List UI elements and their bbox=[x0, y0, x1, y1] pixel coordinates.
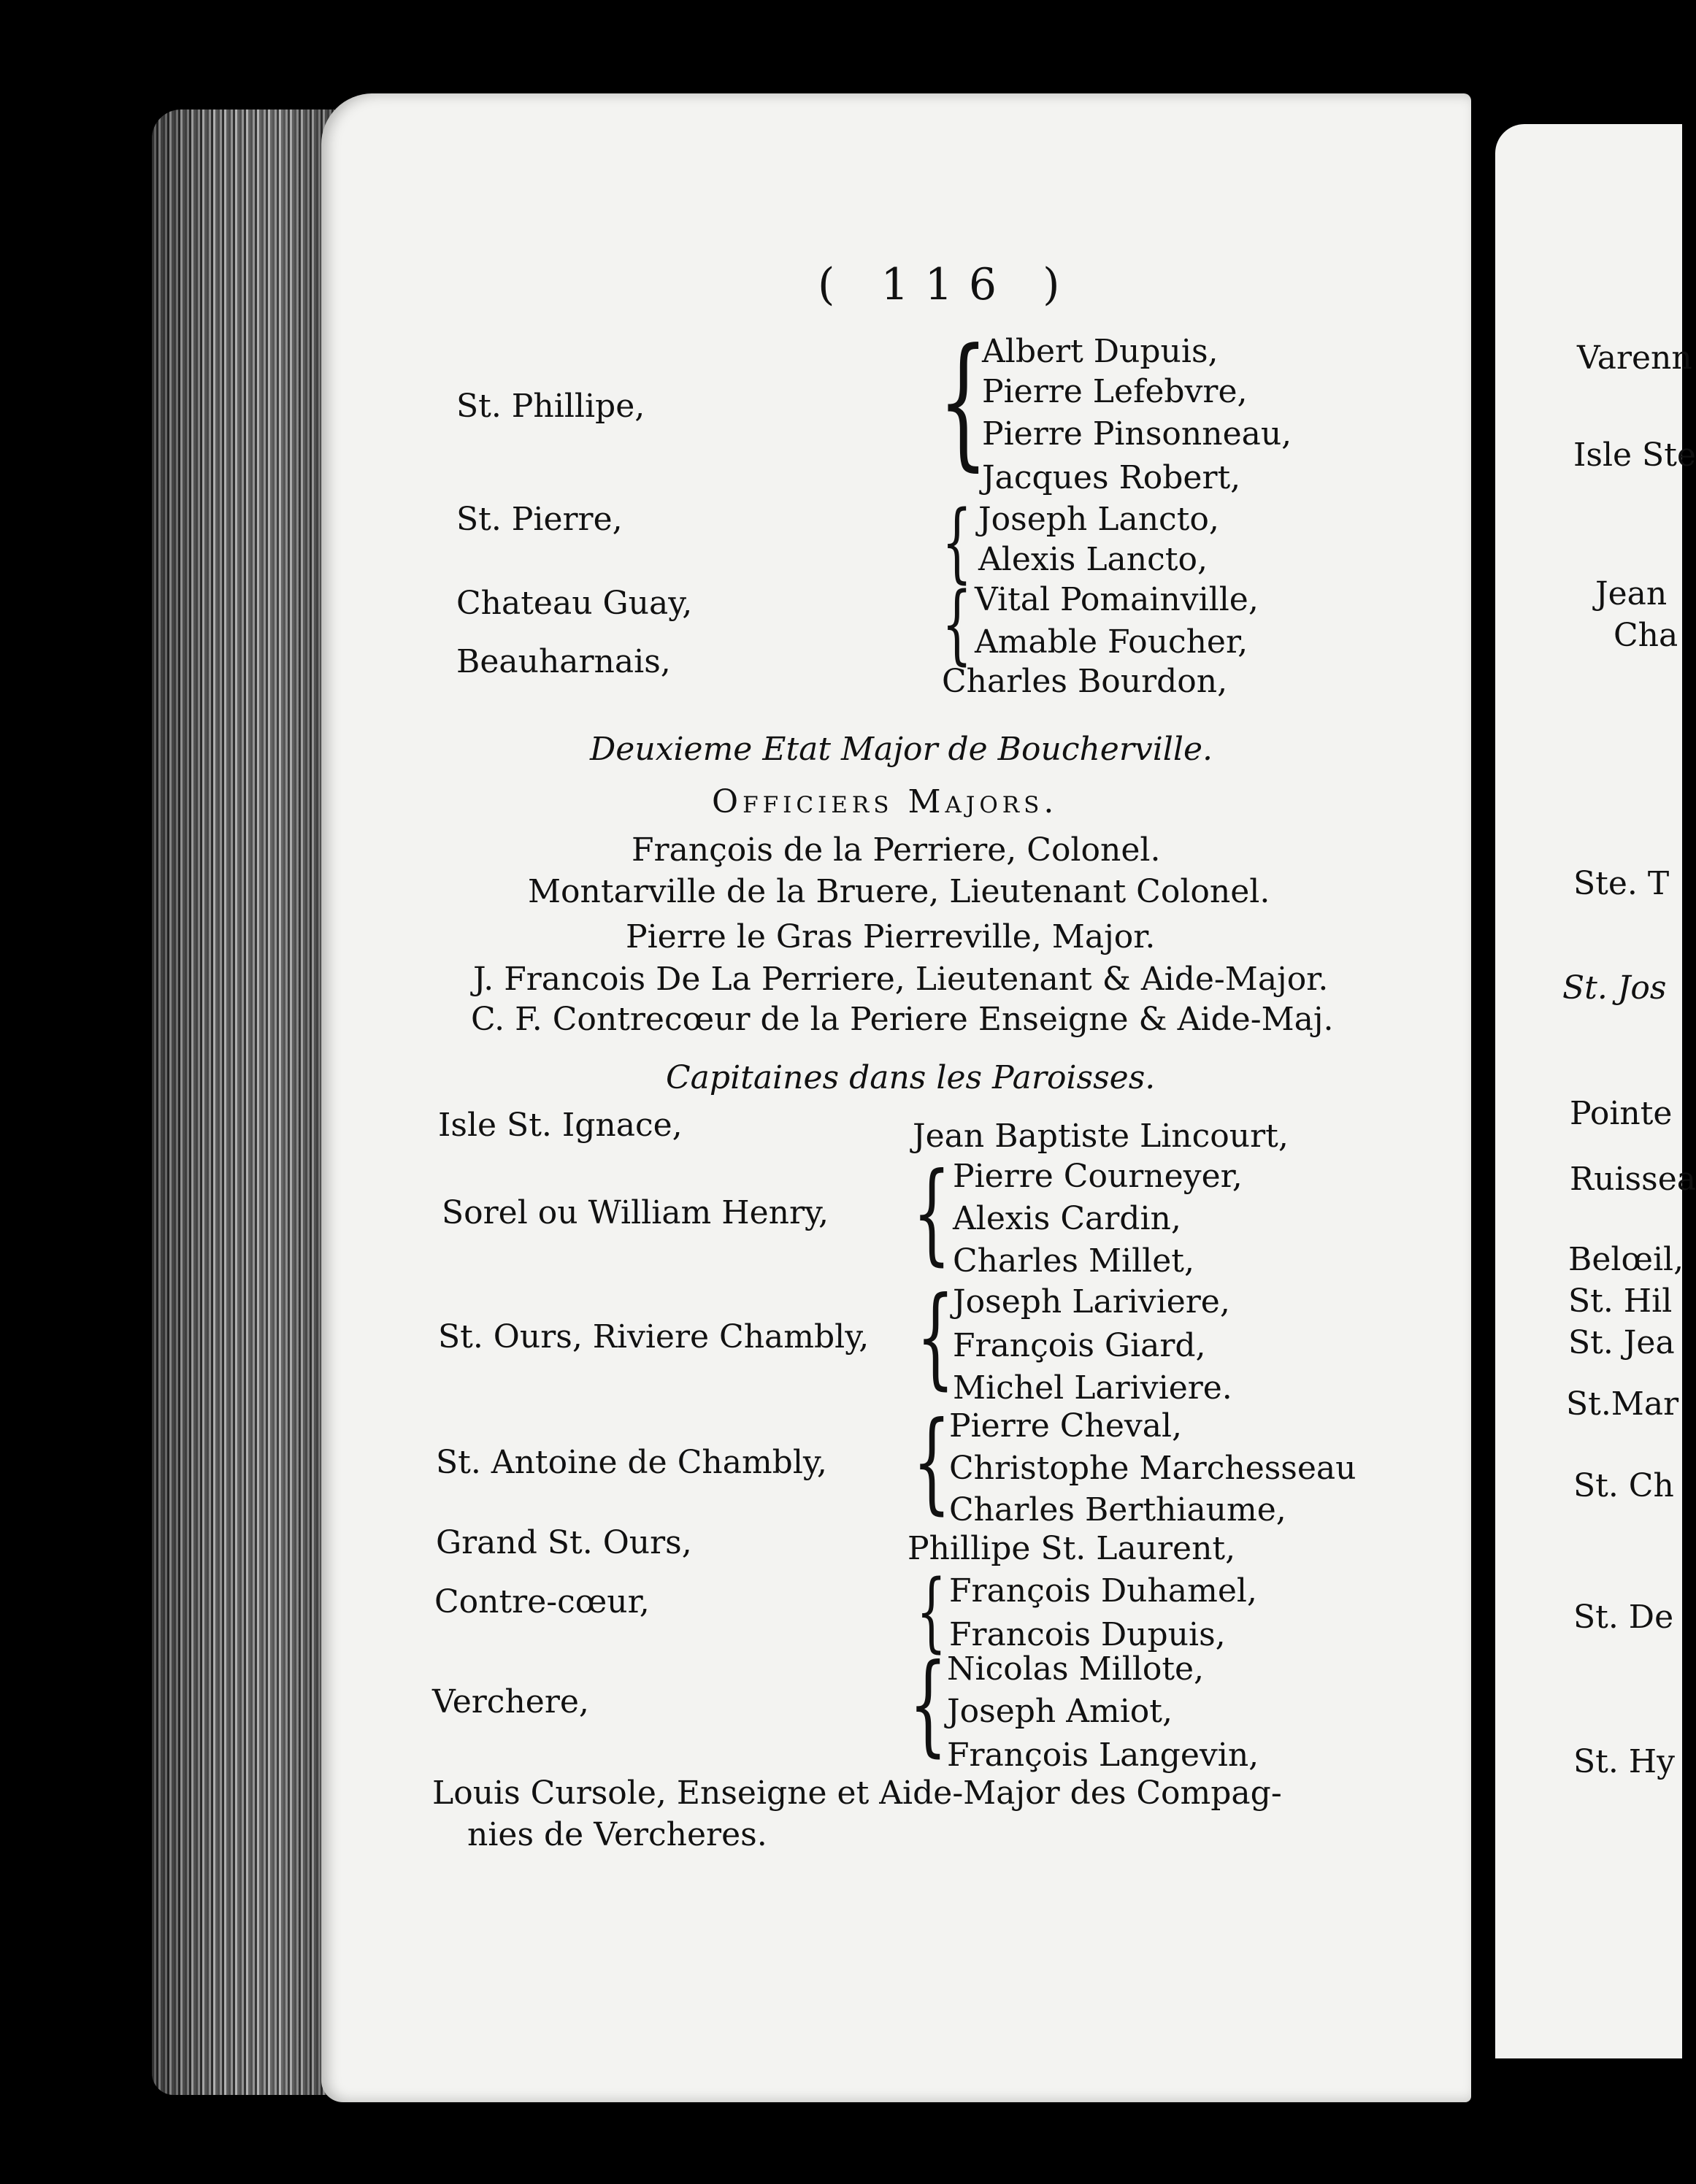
parish-name: Grand St. Ours, bbox=[436, 1524, 692, 1561]
curly-brace: { bbox=[916, 1274, 955, 1401]
captain-name: François Giard, bbox=[953, 1327, 1206, 1364]
right-page-text: St. De bbox=[1573, 1599, 1674, 1636]
captain-name: Jacques Robert, bbox=[982, 459, 1241, 496]
captain-name: Joseph Lariviere, bbox=[953, 1283, 1230, 1320]
parish-name: Sorel ou William Henry, bbox=[442, 1194, 829, 1231]
parish-name: Contre-cœur, bbox=[434, 1583, 650, 1620]
curly-brace: { bbox=[913, 1150, 951, 1277]
right-page-text: Jean bbox=[1595, 575, 1668, 612]
officer-line: J. Francois De La Perriere, Lieutenant & Aide-Major. bbox=[473, 961, 1329, 998]
page-number: ( 116 ) bbox=[818, 259, 1076, 310]
captain-name: Vital Pomainville, bbox=[975, 581, 1259, 618]
right-page-text: Cha bbox=[1613, 617, 1678, 654]
curly-brace: { bbox=[909, 1641, 948, 1768]
parish-name: Isle St. Ignace, bbox=[438, 1107, 683, 1144]
right-page-text: St. Jos bbox=[1562, 969, 1667, 1007]
parish-name: Chateau Guay, bbox=[456, 585, 693, 622]
captain-name: Alexis Lancto, bbox=[978, 541, 1208, 578]
captains-heading: Capitaines dans les Paroisses. bbox=[666, 1059, 1156, 1096]
book-edge-shadow bbox=[152, 109, 334, 2095]
footer-note: nies de Vercheres. bbox=[467, 1816, 767, 1853]
captain-name: Albert Dupuis, bbox=[982, 333, 1219, 370]
curly-brace: { bbox=[913, 1399, 951, 1526]
right-page-text: Ste. T bbox=[1573, 865, 1670, 902]
captain-name: Nicolas Millote, bbox=[947, 1650, 1205, 1688]
captain-name: Alexis Cardin, bbox=[953, 1200, 1181, 1237]
parish-name: St. Pierre, bbox=[456, 501, 623, 538]
right-page-text: St. Ch bbox=[1573, 1467, 1674, 1504]
section-title: Deuxieme Etat Major de Boucherville. bbox=[590, 731, 1213, 768]
right-page-text: St.Mar bbox=[1566, 1385, 1679, 1423]
right-page-text: St. Hy bbox=[1573, 1743, 1676, 1780]
captain-name: Jean Baptiste Lincourt, bbox=[913, 1118, 1289, 1155]
right-page-text: St. Hil bbox=[1568, 1283, 1673, 1320]
curly-brace: { bbox=[938, 318, 989, 485]
captain-name: Joseph Lancto, bbox=[978, 501, 1219, 538]
curly-brace: { bbox=[942, 573, 972, 674]
curly-brace: { bbox=[916, 1561, 947, 1661]
curly-brace: { bbox=[942, 491, 972, 592]
captain-name: Charles Millet, bbox=[953, 1242, 1194, 1280]
captain-name: Pierre Pinsonneau, bbox=[982, 415, 1292, 453]
officers-heading: Officiers Majors. bbox=[712, 783, 1059, 820]
captain-name: Pierre Courneyer, bbox=[953, 1158, 1243, 1195]
captain-name: Pierre Cheval, bbox=[949, 1407, 1182, 1445]
footer-note: Louis Cursole, Enseigne et Aide-Major des Compag- bbox=[432, 1774, 1282, 1812]
captain-name: Charles Berthiaume, bbox=[949, 1491, 1286, 1529]
captain-name: Christophe Marchesseau bbox=[949, 1450, 1357, 1487]
captain-name: Michel Lariviere. bbox=[953, 1369, 1232, 1407]
right-page-text: Varenn bbox=[1577, 339, 1692, 377]
right-page-text: Pointe bbox=[1570, 1095, 1673, 1132]
right-page-text: Ruissea bbox=[1570, 1161, 1696, 1198]
right-page-text: Belœil, bbox=[1568, 1241, 1684, 1278]
captain-name: François Langevin, bbox=[947, 1737, 1259, 1774]
captain-name: Charles Bourdon, bbox=[942, 663, 1228, 700]
officer-line: Pierre le Gras Pierreville, Major. bbox=[626, 918, 1156, 956]
captain-name: Francois Dupuis, bbox=[949, 1616, 1226, 1653]
captain-name: Phillipe St. Laurent, bbox=[908, 1530, 1236, 1567]
officer-line: François de la Perriere, Colonel. bbox=[632, 831, 1161, 869]
captain-name: Joseph Amiot, bbox=[947, 1693, 1173, 1730]
officer-line: C. F. Contrecœur de la Periere Enseigne & Aide-Maj. bbox=[471, 1001, 1334, 1038]
parish-name: St. Antoine de Chambly, bbox=[436, 1444, 827, 1481]
parish-name: Verchere, bbox=[432, 1683, 589, 1720]
parish-name: St. Ours, Riviere Chambly, bbox=[438, 1318, 870, 1356]
captain-name: Amable Foucher, bbox=[975, 623, 1248, 661]
parish-name: Beauharnais, bbox=[456, 643, 671, 680]
parish-name: St. Phillipe, bbox=[456, 388, 645, 425]
captain-name: Pierre Lefebvre, bbox=[982, 373, 1248, 410]
right-page-text: Isle Ste bbox=[1573, 437, 1696, 474]
captain-name: François Duhamel, bbox=[949, 1572, 1257, 1610]
right-page-text: St. Jea bbox=[1568, 1324, 1675, 1361]
officer-line: Montarville de la Bruere, Lieutenant Colonel. bbox=[528, 873, 1270, 910]
